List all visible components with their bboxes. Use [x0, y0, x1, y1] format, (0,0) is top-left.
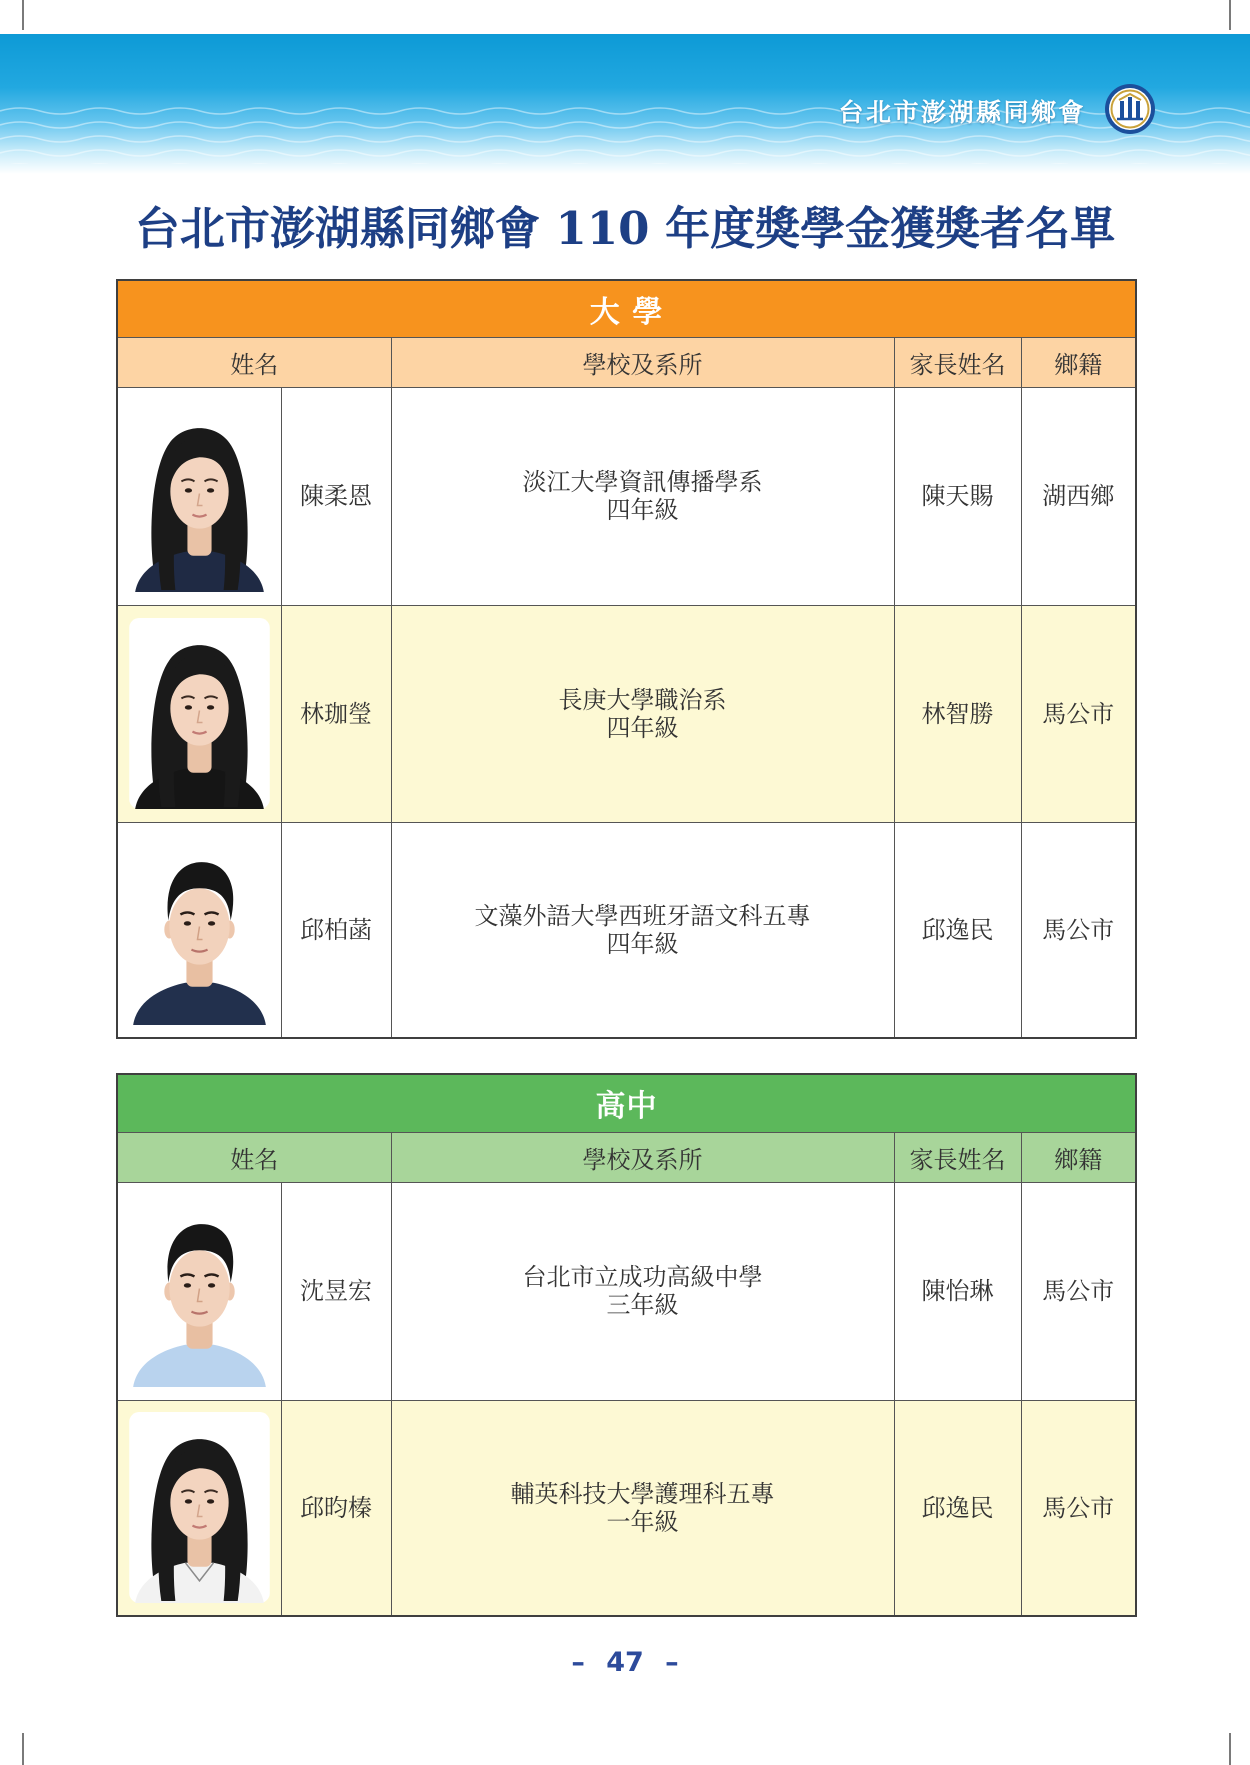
association-emblem-icon [1104, 83, 1156, 135]
student-name: 邱柏菡 [281, 822, 391, 1038]
parent-name: 陳怡琳 [894, 1182, 1021, 1400]
university-section [116, 279, 1137, 1039]
column-header-school: 學校及系所 [391, 337, 894, 387]
parent-name: 林智勝 [894, 605, 1021, 822]
student-name: 沈昱宏 [281, 1182, 391, 1400]
photo-cell [117, 605, 281, 822]
photo-cell [117, 1400, 281, 1616]
table-row [117, 387, 1136, 605]
school-department: 輔英科技大學護理科五專 [510, 1479, 775, 1508]
school-cell [391, 387, 894, 605]
photo-cell [117, 387, 281, 605]
grade: 四年級 [606, 496, 679, 524]
parent-name: 邱逸民 [894, 822, 1021, 1038]
column-header-name: 姓名 [117, 337, 391, 387]
table-row [117, 1400, 1136, 1616]
table-row [117, 822, 1136, 1038]
section-heading-row [117, 1074, 1136, 1132]
student-photo [129, 401, 270, 592]
section-heading: 大 學 [117, 280, 1136, 337]
crop-mark [22, 0, 24, 30]
crop-mark [22, 1733, 24, 1765]
photo-cell [117, 1182, 281, 1400]
highschool-section [116, 1073, 1137, 1617]
grade: 四年級 [606, 929, 679, 958]
page-number: – 47 – [571, 1647, 679, 1678]
school-department: 文藻外語大學西班牙語文科五專 [474, 901, 811, 930]
section-heading: 高中 [117, 1074, 1136, 1132]
school-department: 淡江大學資訊傳播學系 [522, 468, 763, 496]
school-department: 長庚大學職治系 [558, 685, 727, 714]
hometown: 馬公市 [1021, 605, 1136, 822]
column-header-hometown: 鄉籍 [1021, 337, 1136, 387]
hometown: 馬公市 [1021, 822, 1136, 1038]
parent-name: 陳天賜 [894, 387, 1021, 605]
school-cell [391, 822, 894, 1038]
school-cell [391, 1400, 894, 1616]
grade: 四年級 [606, 713, 679, 742]
hometown: 馬公市 [1021, 1182, 1136, 1400]
school-department: 台北市立成功高級中學 [522, 1263, 763, 1291]
table-row [117, 605, 1136, 822]
page-title: 台北市澎湖縣同鄉會 110 年度獎學金獲獎者名單 [134, 202, 1116, 255]
grade: 一年級 [606, 1507, 679, 1536]
school-cell [391, 605, 894, 822]
student-photo [129, 1412, 270, 1603]
column-header-school: 學校及系所 [391, 1132, 894, 1182]
student-photo [129, 1196, 270, 1387]
table-row [117, 1182, 1136, 1400]
student-name: 邱昀榛 [281, 1400, 391, 1616]
hometown: 馬公市 [1021, 1400, 1136, 1616]
student-photo [129, 834, 270, 1025]
grade: 三年級 [606, 1291, 679, 1319]
organization-name: 台北市澎湖縣同鄉會 [838, 98, 1086, 127]
column-header-name: 姓名 [117, 1132, 391, 1182]
column-header-hometown: 鄉籍 [1021, 1132, 1136, 1182]
column-header-parent: 家長姓名 [894, 337, 1021, 387]
column-header-parent: 家長姓名 [894, 1132, 1021, 1182]
photo-cell [117, 822, 281, 1038]
column-header-row [117, 337, 1136, 387]
crop-mark [1229, 1733, 1231, 1765]
hometown: 湖西鄉 [1021, 387, 1136, 605]
student-photo [129, 618, 270, 809]
column-header-row [117, 1132, 1136, 1182]
student-name: 陳柔恩 [281, 387, 391, 605]
section-heading-row [117, 280, 1136, 337]
parent-name: 邱逸民 [894, 1400, 1021, 1616]
student-name: 林珈瑩 [281, 605, 391, 822]
crop-mark [1229, 0, 1231, 30]
school-cell [391, 1182, 894, 1400]
